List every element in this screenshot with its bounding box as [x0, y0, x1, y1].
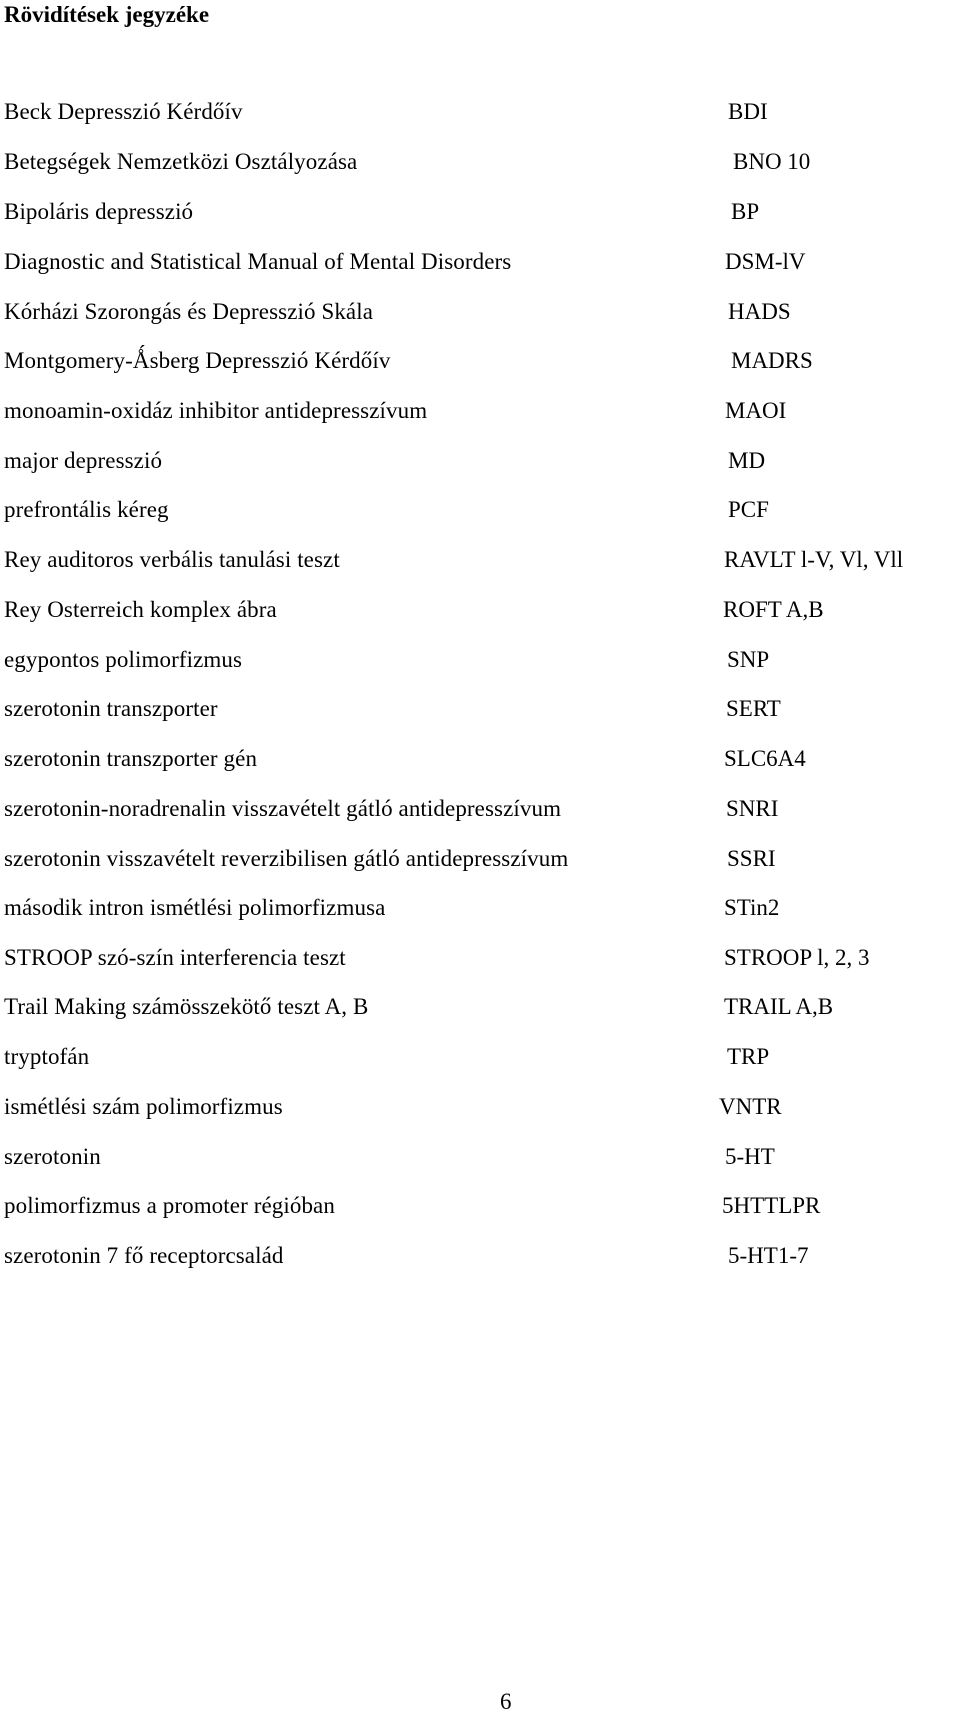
abbreviation-term: Betegségek Nemzetközi Osztályozása	[4, 149, 358, 174]
abbreviation-term: egypontos polimorfizmus	[4, 647, 243, 672]
abbreviation-term: tryptofán	[4, 1044, 90, 1069]
list-item	[0, 344, 960, 378]
list-item	[0, 593, 960, 627]
list-item	[0, 1140, 960, 1174]
abbreviation-code: SNRI	[726, 796, 779, 821]
abbreviation-code: 5-HT	[725, 1144, 775, 1169]
list-item	[0, 1090, 960, 1124]
abbreviation-term: Montgomery-Ǻsberg Depresszió Kérdőív	[4, 348, 391, 373]
abbreviation-term: STROOP szó-szín interferencia teszt	[4, 945, 346, 970]
list-item	[0, 941, 960, 975]
abbreviation-code: SNP	[727, 647, 770, 672]
abbreviation-code: BP	[731, 199, 760, 224]
list-item	[0, 543, 960, 577]
page-number: 6	[500, 1689, 512, 1714]
abbreviation-term: major depresszió	[4, 448, 163, 473]
abbreviation-code: 5HTTLPR	[722, 1193, 821, 1218]
list-item	[0, 145, 960, 179]
list-item	[0, 990, 960, 1024]
abbreviation-code: TRAIL A,B	[724, 994, 834, 1019]
abbreviation-code: SSRI	[727, 846, 776, 871]
abbreviation-term: Bipoláris depresszió	[4, 199, 194, 224]
abbreviation-term: szerotonin transzporter gén	[4, 746, 258, 771]
abbreviation-code: TRP	[727, 1044, 770, 1069]
list-item	[0, 195, 960, 229]
abbreviation-code: DSM-lV	[725, 249, 806, 274]
list-item	[0, 692, 960, 726]
abbreviation-code: STin2	[724, 895, 780, 920]
abbreviation-term: Beck Depresszió Kérdőív	[4, 99, 243, 124]
abbreviation-term: prefrontális kéreg	[4, 497, 169, 522]
list-item	[0, 394, 960, 428]
list-item	[0, 842, 960, 876]
abbreviation-code: RAVLT l-V, Vl, Vll	[724, 547, 904, 572]
list-item	[0, 1239, 960, 1273]
abbreviation-code: ROFT A,B	[723, 597, 824, 622]
abbreviation-term: Kórházi Szorongás és Depresszió Skála	[4, 299, 374, 324]
list-item	[0, 295, 960, 329]
abbreviation-term: polimorfizmus a promoter régióban	[4, 1193, 335, 1218]
abbreviation-code: STROOP l, 2, 3	[724, 945, 870, 970]
abbreviation-term: ismétlési szám polimorfizmus	[4, 1094, 283, 1119]
abbreviation-term: monoamin-oxidáz inhibitor antidepresszívum	[4, 398, 428, 423]
abbreviation-code: SLC6A4	[724, 746, 806, 771]
abbreviation-term: Diagnostic and Statistical Manual of Mental Disorders	[4, 249, 512, 274]
abbreviation-term: szerotonin	[4, 1144, 101, 1169]
abbreviation-term: szerotonin 7 fő receptorcsalád	[4, 1243, 284, 1268]
abbreviation-code: VNTR	[719, 1094, 782, 1119]
list-item	[0, 891, 960, 925]
list-item	[0, 95, 960, 129]
abbreviation-term: Rey Osterreich komplex ábra	[4, 597, 277, 622]
page-title: Rövidítések jegyzéke	[4, 2, 210, 27]
list-item	[0, 1189, 960, 1223]
list-item	[0, 245, 960, 279]
list-item	[0, 1040, 960, 1074]
abbreviation-code: BNO 10	[733, 149, 811, 174]
abbreviation-code: HADS	[728, 299, 791, 324]
abbreviation-code: MAOI	[725, 398, 787, 423]
abbreviation-code: BDI	[728, 99, 768, 124]
abbreviation-code: PCF	[728, 497, 769, 522]
abbreviation-term: szerotonin-noradrenalin visszavételt gátló antidepresszívum	[4, 796, 562, 821]
abbreviation-code: MADRS	[731, 348, 813, 373]
list-item	[0, 444, 960, 478]
abbreviation-term: szerotonin visszavételt reverzibilisen gátló antidepresszívum	[4, 846, 569, 871]
abbreviation-term: második intron ismétlési polimorfizmusa	[4, 895, 386, 920]
abbreviation-code: MD	[728, 448, 766, 473]
abbreviation-code: SERT	[726, 696, 781, 721]
abbreviation-term: szerotonin transzporter	[4, 696, 218, 721]
list-item	[0, 493, 960, 527]
list-item	[0, 792, 960, 826]
list-item	[0, 643, 960, 677]
list-item	[0, 742, 960, 776]
abbreviation-term: Trail Making számösszekötő teszt A, B	[4, 994, 369, 1019]
abbreviation-term: Rey auditoros verbális tanulási teszt	[4, 547, 340, 572]
abbreviation-code: 5-HT1-7	[728, 1243, 809, 1268]
